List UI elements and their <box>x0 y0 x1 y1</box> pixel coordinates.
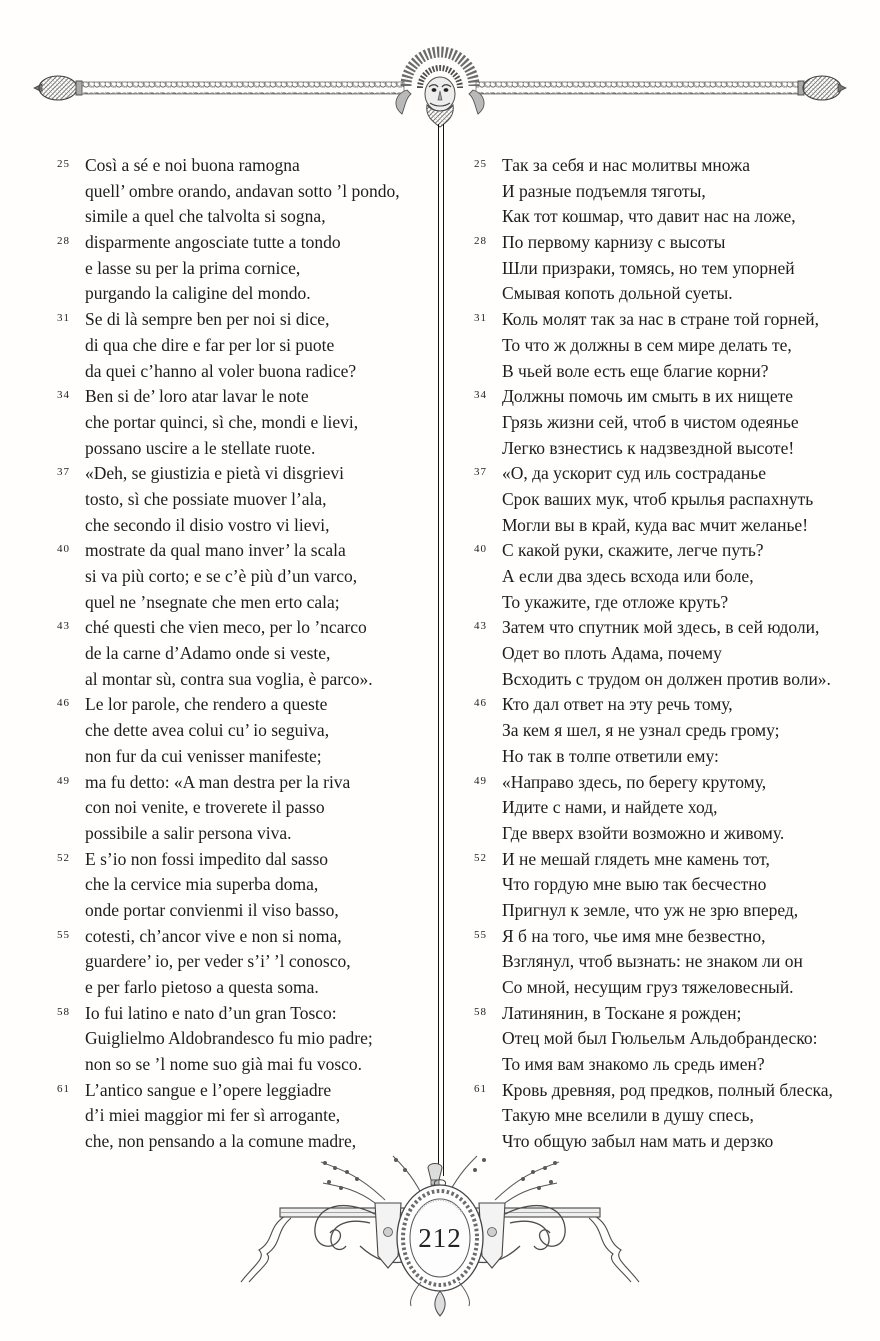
verse-line <box>57 1001 435 1027</box>
line-number: 52 <box>474 851 487 864</box>
verse-line <box>57 615 435 641</box>
verse-text: Io fui latino e nato d’un gran Tosco: <box>85 1002 337 1023</box>
verse-text: con noi venite, e troverete il passo <box>85 797 325 818</box>
verse-line <box>474 1001 876 1027</box>
verse-text: quel ne ’nsegnate che men erto cala; <box>85 591 340 612</box>
verse-text: Одет во плоть Адама, почему <box>502 643 722 664</box>
verse-text: Грязь жизни сей, чтоб в чистом одеянье <box>502 411 799 432</box>
verse-line <box>474 333 876 359</box>
verse-text: Кровь древняя, род предков, полный блеска, <box>502 1079 833 1100</box>
verse-line <box>474 975 876 1001</box>
line-number: 31 <box>57 312 70 325</box>
verse-text: guardere’ io, per veder s’i’ ’l conosco, <box>85 951 351 972</box>
verse-line <box>57 461 435 487</box>
verse-text: Я б на того, чье имя мне безвестно, <box>502 925 766 946</box>
verse-text: di qua che dire e far per lor si puote <box>85 334 335 355</box>
verse-line <box>57 436 435 462</box>
verse-line <box>57 538 435 564</box>
verse-text: che secondo il disio vostro vi lievi, <box>85 514 330 535</box>
verse-line <box>57 410 435 436</box>
verse-line <box>57 281 435 307</box>
verse-line <box>474 513 876 539</box>
verse-text: che la cervice mia superba doma, <box>85 874 319 895</box>
verse-text: Se di là sempre ben per noi si dice, <box>85 309 330 330</box>
verse-line <box>57 949 435 975</box>
verse-line <box>57 718 435 744</box>
line-number: 25 <box>474 158 487 170</box>
verse-line <box>57 821 435 847</box>
verse-line <box>57 153 435 179</box>
verse-line <box>57 564 435 590</box>
verse-line <box>57 1103 435 1129</box>
verse-text: mostrate da qual mano inver’ la scala <box>85 540 346 561</box>
verse-line <box>474 1026 876 1052</box>
verse-text: non so se ’l nome suo già mai fu vosco. <box>85 1054 363 1075</box>
verse-line <box>57 384 435 410</box>
verse-text: То что ж должны в сем мире делать те, <box>502 334 792 355</box>
verse-line <box>57 975 435 1001</box>
verse-text: Как тот кошмар, что давит нас на ложе, <box>502 206 796 227</box>
line-number: 34 <box>474 389 487 402</box>
verse-text: Так за себя и нас молитвы множа <box>502 155 750 175</box>
line-number: 28 <box>474 235 487 248</box>
verse-line <box>57 590 435 616</box>
verse-line <box>474 872 876 898</box>
verse-line <box>57 1078 435 1104</box>
verse-text: d’i miei maggior mi fer sì arrogante, <box>85 1105 341 1126</box>
line-number: 40 <box>474 543 487 556</box>
verse-line <box>474 307 876 333</box>
verse-line <box>474 667 876 693</box>
verse-text: ma fu detto: «A man destra per la riva <box>85 771 351 792</box>
verse-line <box>57 333 435 359</box>
verse-line <box>474 359 876 385</box>
line-number: 61 <box>474 1082 487 1095</box>
verse-text: Со мной, несущим груз тяжеловесный. <box>502 977 794 997</box>
line-number: 55 <box>474 928 487 941</box>
verse-line <box>474 461 876 487</box>
verse-line <box>57 256 435 282</box>
verse-text: al montar sù, contra sua voglia, è parco». <box>85 668 373 689</box>
line-number: 58 <box>474 1005 487 1018</box>
russian-column <box>474 153 876 1155</box>
verse-line <box>57 898 435 924</box>
verse-text: «Направо здесь, по берегу крутому, <box>502 771 767 792</box>
verse-text: В чьей воле есть еще благие корни? <box>502 360 769 381</box>
verse-text: onde portar convienmi il viso basso, <box>85 899 339 920</box>
line-number: 34 <box>57 389 70 402</box>
right-finial-icon <box>798 76 846 100</box>
line-number: 49 <box>57 774 70 787</box>
verse-text: che, non pensando a la comune madre, <box>85 1131 357 1152</box>
verse-line <box>474 384 876 410</box>
line-number: 49 <box>474 774 487 787</box>
verse-text: Латинянин, в Тоскане я рожден; <box>502 1002 742 1023</box>
verse-line <box>474 821 876 847</box>
verse-text: quell’ ombre orando, andavan sotto ’l pondo, <box>85 180 400 201</box>
verse-text: Le lor parole, che rendero a queste <box>85 694 328 715</box>
verse-text: possano uscire a le stellate ruote. <box>85 437 316 458</box>
verse-line <box>57 513 435 539</box>
verse-line <box>474 924 876 950</box>
line-number: 55 <box>57 928 70 941</box>
verse-text: Идите с нами, и найдете ход, <box>502 797 718 818</box>
verse-text: Ben si de’ loro atar lavar le note <box>85 386 309 407</box>
verse-line <box>57 872 435 898</box>
line-number: 37 <box>474 466 487 479</box>
verse-text: Должны помочь им смыть в их нищете <box>502 386 794 407</box>
line-number: 52 <box>57 851 70 864</box>
verse-line <box>57 744 435 770</box>
verse-line <box>474 692 876 718</box>
line-number: 43 <box>57 620 70 633</box>
verse-line <box>57 1052 435 1078</box>
verse-text: Такую мне вселили в душу спесь, <box>502 1105 754 1126</box>
verse-text: Что гордую мне выю так бесчестно <box>502 874 767 895</box>
verse-line <box>57 795 435 821</box>
verse-text: Отец мой был Гюльельм Альдобрандеско: <box>502 1028 818 1049</box>
verse-text: che dette avea colui cu’ io seguiva, <box>85 720 330 741</box>
italian-column <box>57 153 435 1155</box>
verse-line <box>57 204 435 230</box>
verse-text: Смывая копоть дольной суеты. <box>502 283 733 304</box>
verse-line <box>57 487 435 513</box>
page-number: 212 <box>418 1223 462 1253</box>
verse-text: che portar quinci, sì che, mondi e lievi, <box>85 411 359 432</box>
verse-text: Что общую забыл нам мать и дерзко <box>502 1131 774 1152</box>
verse-text: L’antico sangue e l’opere leggiadre <box>85 1079 332 1100</box>
verse-text: Шли призраки, томясь, но тем упорней <box>502 257 795 278</box>
verse-line <box>474 615 876 641</box>
verse-text: Срок ваших мук, чтоб крылья распахнуть <box>502 488 814 509</box>
verse-line <box>474 281 876 307</box>
line-number: 37 <box>57 466 70 479</box>
verse-text: Но так в толпе ответили ему: <box>502 745 719 766</box>
line-number: 58 <box>57 1005 70 1018</box>
verse-text: Взглянул, чтоб вызнать: не знаком ли он <box>502 951 803 972</box>
verse-text: tosto, sì che possiate muover l’ala, <box>85 488 327 509</box>
line-number: 25 <box>57 158 70 170</box>
verse-line <box>57 1026 435 1052</box>
verse-text: И разные подъемля тяготы, <box>502 180 706 201</box>
verse-text: Guiglielmo Aldobrandesco fu mio padre; <box>85 1028 373 1049</box>
verse-text: То укажите, где отложе круть? <box>502 591 729 612</box>
line-number: 43 <box>474 620 487 633</box>
verse-text: Коль молят так за нас в стране той горней, <box>502 309 819 330</box>
verse-line <box>474 256 876 282</box>
verse-line <box>474 1103 876 1129</box>
verse-text: disparmente angosciate tutte a tondo <box>85 232 341 253</box>
verse-text: non fur da cui venisser manifeste; <box>85 745 322 766</box>
verse-line <box>474 718 876 744</box>
verse-line <box>474 898 876 924</box>
verse-line <box>474 230 876 256</box>
footer-ornament <box>225 1148 655 1323</box>
verse-line <box>474 538 876 564</box>
verse-text: E s’io non fossi impedito dal sasso <box>85 848 329 869</box>
verse-text: Легко взнестись к надзвездной высоте! <box>502 437 795 458</box>
verse-line <box>474 153 876 179</box>
line-number: 31 <box>474 312 487 325</box>
line-number: 46 <box>474 697 487 710</box>
verse-text: possibile a salir persona viva. <box>85 822 292 843</box>
verse-line <box>57 847 435 873</box>
verse-line <box>57 667 435 693</box>
verse-text: Могли вы в край, куда вас мчит желанье! <box>502 514 809 535</box>
verse-line <box>474 204 876 230</box>
verse-text: За кем я шел, я не узнал средь грому; <box>502 720 780 741</box>
verse-line <box>474 487 876 513</box>
verse-text: Кто дал ответ на эту речь тому, <box>502 694 733 715</box>
line-number: 28 <box>57 235 70 248</box>
verse-line <box>474 744 876 770</box>
verse-line <box>474 590 876 616</box>
verse-text: Где вверх взойти возможно и живому. <box>502 822 785 843</box>
verse-text: purgando la caligine del mondo. <box>85 283 311 304</box>
verse-line <box>57 641 435 667</box>
verse-line <box>474 641 876 667</box>
verse-line <box>57 924 435 950</box>
line-number: 46 <box>57 697 70 710</box>
verse-text: Così a sé e noi buona ramogna <box>85 155 300 175</box>
lion-mask-icon <box>396 52 484 127</box>
verse-text: Затем что спутник мой здесь, в сей юдоли, <box>502 617 820 638</box>
verse-text: ché questi che vien meco, per lo ’ncarco <box>85 617 367 638</box>
verse-line <box>474 795 876 821</box>
line-number: 61 <box>57 1082 70 1095</box>
verse-line <box>57 692 435 718</box>
verse-line <box>474 847 876 873</box>
verse-text: По первому карнизу с высоты <box>502 232 726 253</box>
verse-text: «О, да ускорит суд иль состраданье <box>502 463 767 484</box>
column-divider <box>438 124 444 1176</box>
verse-text: cotesti, ch’ancor vive e non si noma, <box>85 925 342 946</box>
verse-text: e per farlo pietoso a questa soma. <box>85 977 319 997</box>
verse-line <box>474 179 876 205</box>
verse-line <box>474 1052 876 1078</box>
verse-line <box>474 410 876 436</box>
line-number: 40 <box>57 543 70 556</box>
verse-line <box>474 564 876 590</box>
verse-text: Всходить с трудом он должен против воли». <box>502 668 831 689</box>
verse-text: si va più corto; e se c’è più d’un varco, <box>85 566 358 586</box>
verse-line <box>474 1078 876 1104</box>
left-finial-icon <box>34 76 82 100</box>
verse-line <box>57 179 435 205</box>
verse-text: simile a quel che talvolta si sogna, <box>85 206 326 227</box>
verse-text: А если два здесь всхода или боле, <box>502 566 754 586</box>
verse-line <box>57 359 435 385</box>
verse-text: de la carne d’Adamo onde si veste, <box>85 643 331 664</box>
verse-text: С какой руки, скажите, легче путь? <box>502 540 764 561</box>
verse-line <box>474 436 876 462</box>
verse-line <box>57 307 435 333</box>
verse-text: Пригнул к земле, что уж не зрю вперед, <box>502 899 799 920</box>
verse-line <box>474 770 876 796</box>
verse-line <box>474 949 876 975</box>
verse-text: da quei c’hanno al voler buona radice? <box>85 360 357 381</box>
verse-line <box>57 230 435 256</box>
verse-text: То имя вам знакомо ль средь имен? <box>502 1054 765 1075</box>
verse-line <box>57 770 435 796</box>
verse-text: e lasse su per la prima cornice, <box>85 257 301 278</box>
verse-text: «Deh, se giustizia e pietà vi disgrievi <box>85 463 345 484</box>
verse-text: И не мешай глядеть мне камень тот, <box>502 848 770 869</box>
